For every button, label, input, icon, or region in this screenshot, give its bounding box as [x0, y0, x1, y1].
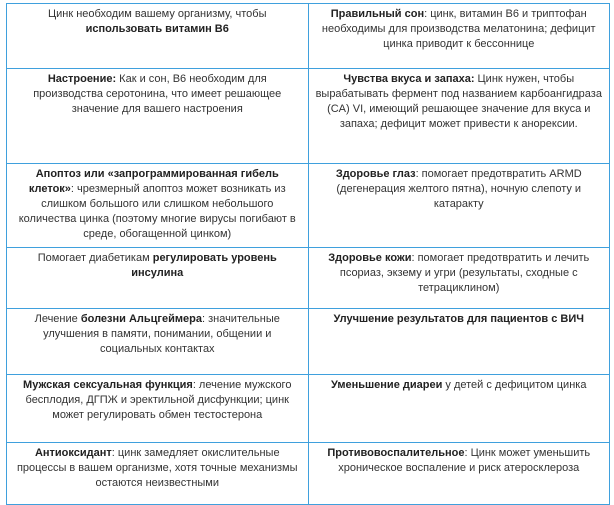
table-row	[7, 164, 610, 248]
table-row	[7, 309, 610, 375]
table-cell-right	[308, 69, 610, 164]
table-row	[7, 69, 610, 164]
cell-bold-text: использовать витамин B6	[85, 23, 229, 35]
table-cell-left	[7, 443, 309, 505]
table-cell-left	[7, 69, 309, 164]
zinc-benefits-table	[6, 3, 610, 505]
cell-text: : Цинк может уменьшить хроническое воспаление и риск атеросклероза	[338, 447, 591, 474]
cell-bold-text: Чувства вкуса и запаха:	[343, 73, 475, 85]
table-cell-left	[7, 375, 309, 443]
table-cell-left	[7, 248, 309, 309]
table-cell-right	[308, 4, 610, 69]
table-cell-left	[7, 164, 309, 248]
cell-text: : помогает предотвратить и лечить псориаз, экзему и угри (результаты, сходные с тетрациклином)	[339, 252, 590, 294]
table-cell-left	[7, 309, 309, 375]
cell-text: : цинк замедляет окислительные процессы в вашем организме, хотя точные механизмы остаются неизвестными	[16, 447, 298, 489]
table-cell-right	[308, 164, 610, 248]
cell-bold-text: Противовоспалительное	[327, 447, 465, 459]
cell-bold-text: Антиоксидант	[34, 447, 112, 459]
cell-bold-text: Мужская сексуальная функция	[23, 379, 193, 391]
cell-bold-text: Правильный сон	[330, 8, 425, 20]
table-cell-left	[7, 4, 309, 69]
cell-text: : чрезмерный апоптоз может возникать из слишком большого или слишком небольшого количества цинка (поэтому многие вирусы погибают в среде, обогащенной цинком)	[18, 183, 296, 240]
cell-bold-text: Здоровье глаз	[335, 168, 416, 180]
cell-text: у детей с дефицитом цинка	[442, 379, 587, 391]
cell-text: : лечение мужского бесплодия, ДГПЖ и эректильной дисфункции; цинк может регулировать обмен тестостерона	[25, 379, 292, 421]
cell-text: : значительные улучшения в памяти, понимании, общении и социальных контактах	[43, 313, 280, 355]
cell-bold-text: Здоровье кожи	[328, 252, 412, 264]
cell-text: : помогает предотвратить ARMD (дегенерация желтого пятна), ночную слепоту и катаракту	[336, 168, 582, 210]
cell-bold-text: регулировать уровень инсулина	[131, 252, 277, 279]
cell-bold-text: Настроение:	[47, 73, 117, 85]
table-row	[7, 443, 610, 505]
cell-bold-text: болезни Альцгеймера	[80, 313, 202, 325]
cell-text: Лечение	[34, 313, 81, 325]
cell-text: Цинк необходим вашему организму, чтобы	[48, 8, 267, 20]
table-row	[7, 375, 610, 443]
table-row	[7, 4, 610, 69]
table-cell-right	[308, 309, 610, 375]
table-row	[7, 248, 610, 309]
table-cell-right	[308, 443, 610, 505]
table-cell-right	[308, 375, 610, 443]
cell-bold-text: Улучшение результатов для пациентов с ВИЧ	[333, 313, 584, 325]
table-cell-right	[308, 248, 610, 309]
cell-text: Помогает диабетикам	[37, 252, 153, 264]
cell-text: Цинк нужен, чтобы вырабатывать фермент под названием карбоангидраза (CA) VI, имеющий решающее значение для вкуса и запаха; дефицит может привести к анорексии.	[315, 73, 602, 130]
cell-text: : цинк, витамин B6 и триптофан необходимы для производства мелатонина; дефицит цинка приводит к бессоннице	[321, 8, 596, 50]
cell-bold-text: Уменьшение диареи	[331, 379, 443, 391]
zinc-benefits-table-container	[6, 3, 610, 489]
cell-text: Как и сон, B6 необходим для производства серотонина, что имеет решающее значение для вашего настроения	[33, 73, 282, 115]
cell-bold-text: Апоптоз или «запрограммированная гибель клеток»	[28, 168, 279, 195]
